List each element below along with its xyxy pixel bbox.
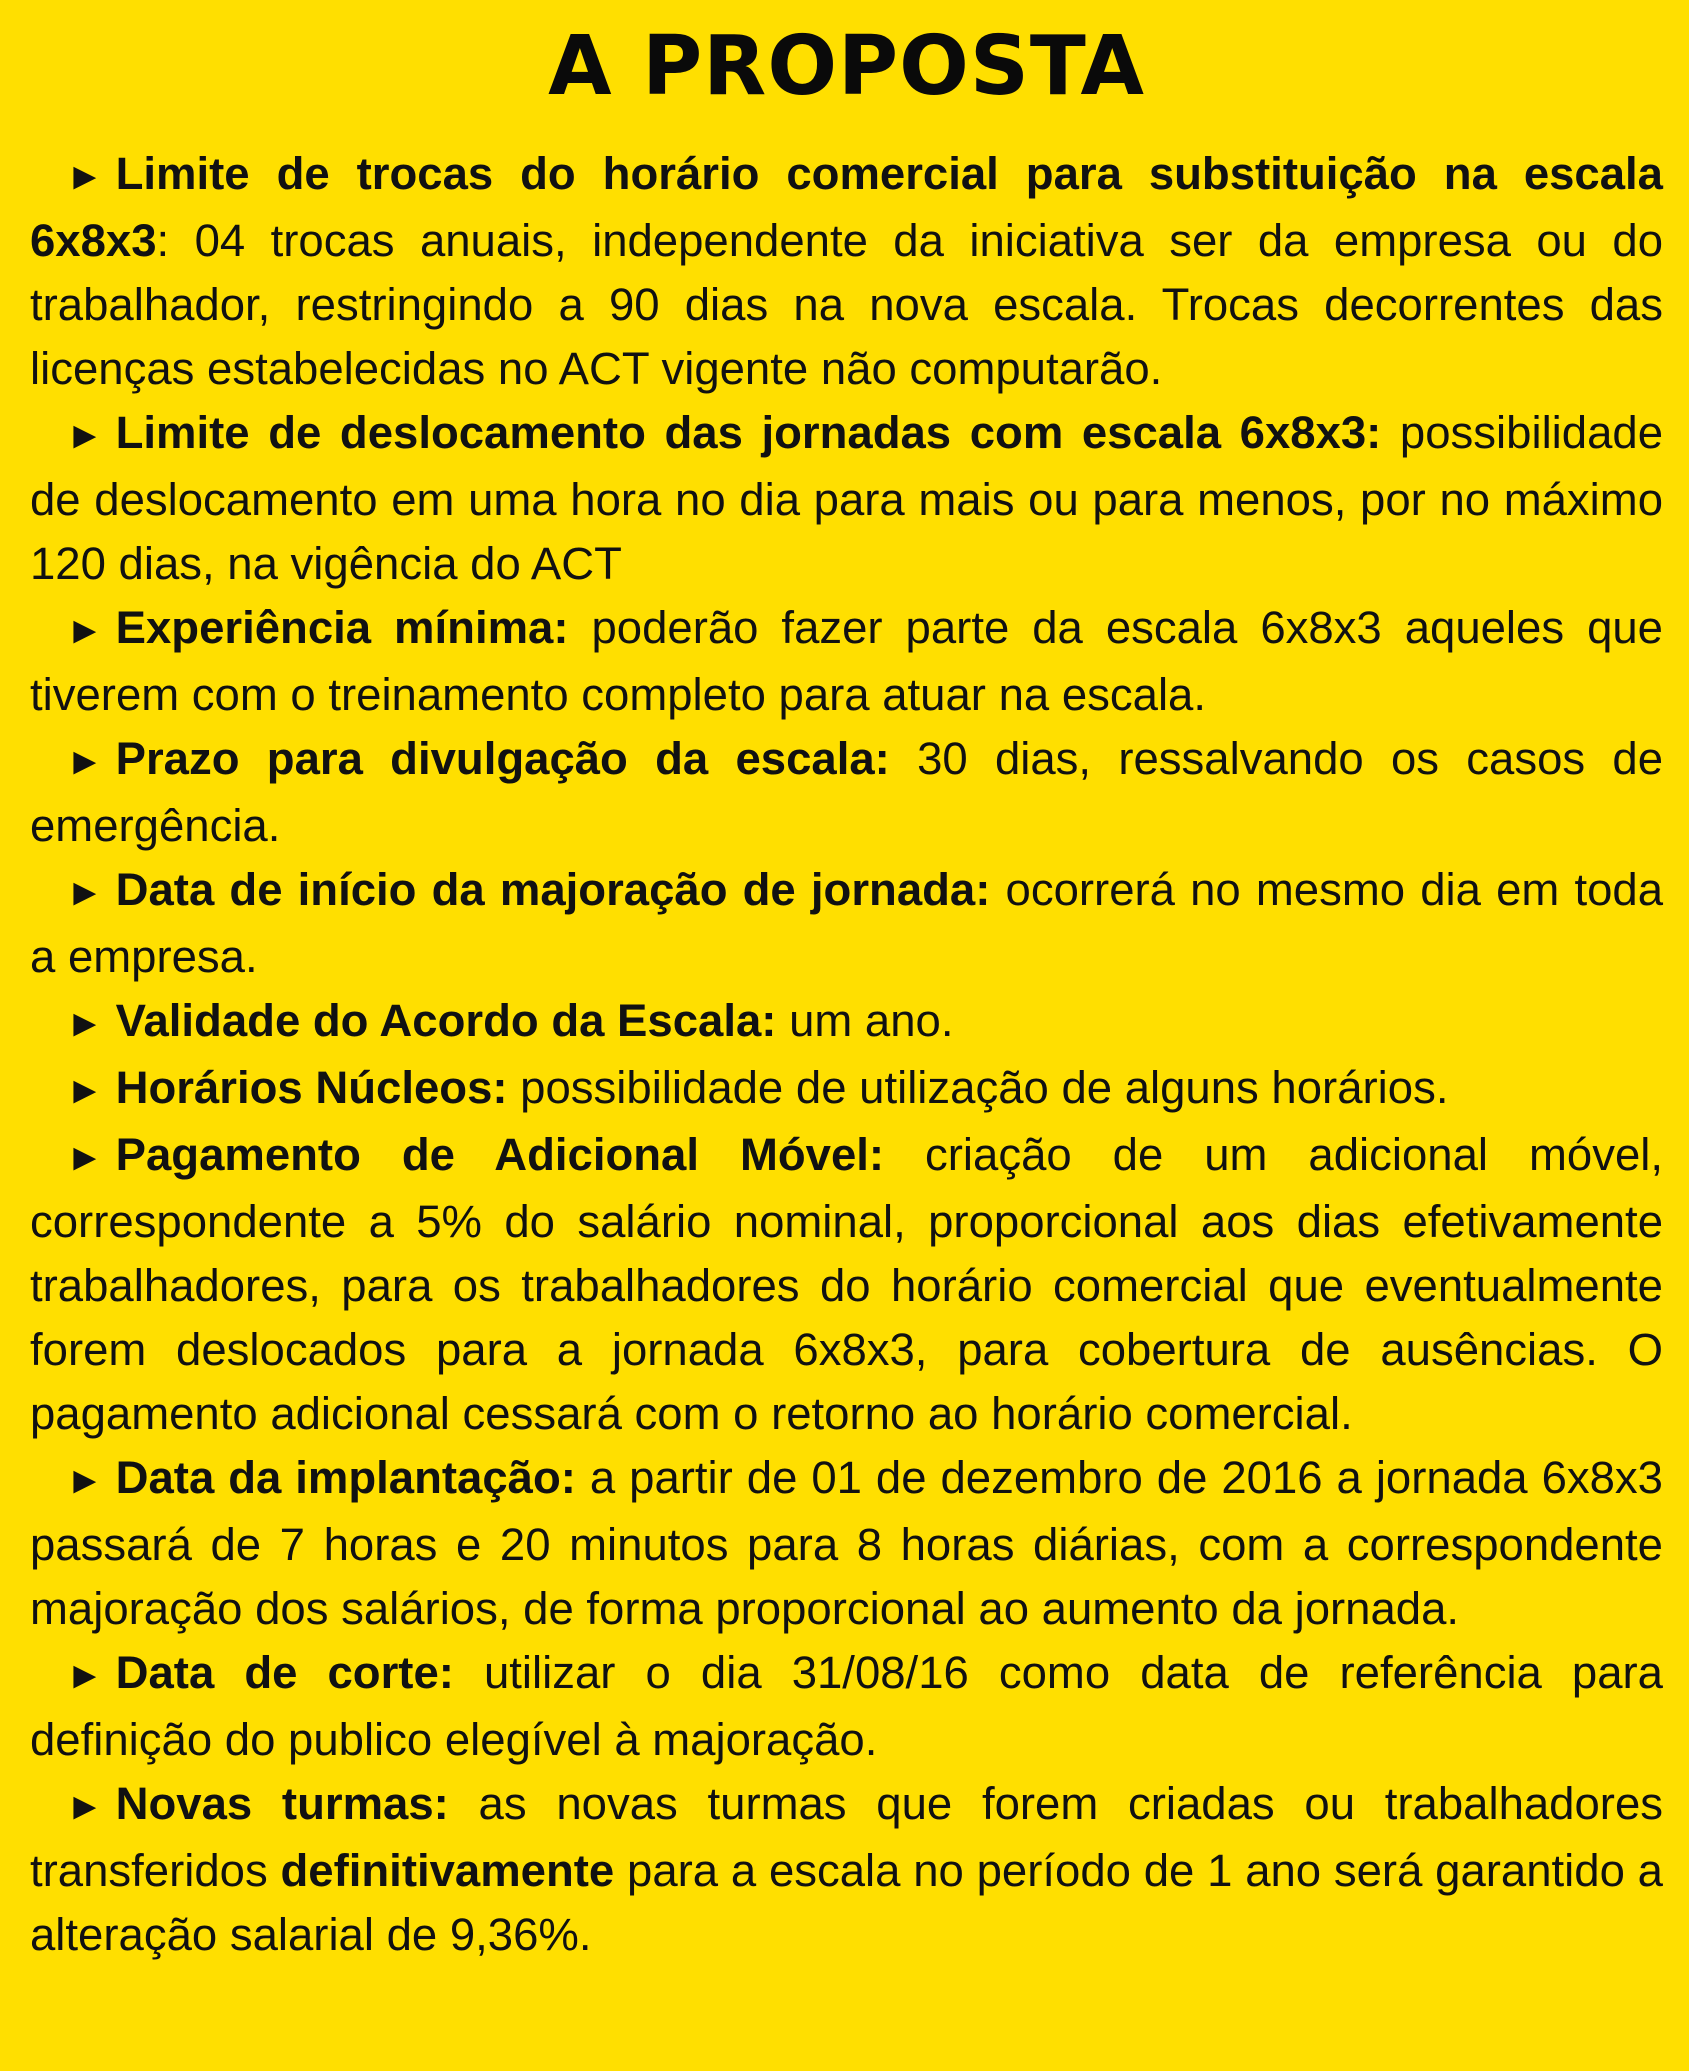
bullet-arrow-icon: ► xyxy=(66,1786,104,1828)
item-label: Data de corte: xyxy=(115,1647,454,1698)
page-title: A PROPOSTA xyxy=(548,19,1145,114)
bullet-arrow-icon: ► xyxy=(66,741,104,783)
item-text: possibilidade de deslocamento em uma hora no dia para mais ou para menos, por no máximo 120 dias, na vigência do ACT xyxy=(30,407,1663,589)
item-text: 30 dias, ressalvando os casos de emergência. xyxy=(30,733,1664,851)
proposal-item-cutoff-date xyxy=(30,1641,1663,1772)
item-text: ocorrerá no mesmo dia em toda a empresa. xyxy=(30,864,1663,982)
item-text: a partir de 01 de dezembro de 2016 a jornada 6x8x3 passará de 7 horas e 20 minutos para 8 horas diárias, com a correspondente majoração dos salários, de forma proporcional ao aumento da jornada. xyxy=(30,1452,1663,1634)
item-text: poderão fazer parte da escala 6x8x3 aqueles que tiverem com o treinamento completo para atuar na escala. xyxy=(30,602,1663,720)
proposal-item-start-date xyxy=(30,858,1663,989)
proposal-item-new-teams xyxy=(30,1772,1663,1967)
bullet-arrow-icon: ► xyxy=(66,1460,104,1502)
bullet-arrow-icon: ► xyxy=(66,415,104,457)
proposal-item-schedule-deadline xyxy=(30,727,1663,858)
bullet-arrow-icon: ► xyxy=(66,1070,104,1112)
item-text: : 04 trocas anuais, independente da iniciativa ser da empresa ou do trabalhador, restringindo a 90 dias na nova escala. Trocas decorrentes das licenças estabelecidas no ACT vigente não computarão. xyxy=(30,215,1663,394)
proposal-item-shift-displacement xyxy=(30,401,1663,596)
item-label: Novas turmas: xyxy=(115,1778,449,1829)
item-text: possibilidade de utilização de alguns horários. xyxy=(507,1062,1449,1113)
bullet-arrow-icon: ► xyxy=(66,1137,104,1179)
proposal-item-trade-limit xyxy=(30,142,1663,401)
bullet-arrow-icon: ► xyxy=(66,1655,104,1697)
item-emphasis: definitivamente xyxy=(280,1845,615,1896)
bullet-arrow-icon: ► xyxy=(66,610,104,652)
item-label: Validade do Acordo da Escala: xyxy=(115,995,777,1046)
proposal-item-core-hours xyxy=(30,1056,1663,1123)
item-label: Experiência mínima: xyxy=(115,602,569,653)
proposal-item-implementation-date xyxy=(30,1446,1663,1641)
item-text-before: as novas turmas que forem criadas ou trabalhadores transferidos xyxy=(30,1778,1663,1896)
bullet-arrow-icon: ► xyxy=(66,156,104,198)
item-label: Pagamento de Adicional Móvel: xyxy=(115,1129,885,1180)
item-label: Horários Núcleos: xyxy=(115,1062,508,1113)
item-label: Data da implantação: xyxy=(115,1452,576,1503)
item-label: Limite de trocas do horário comercial para substituição na escala 6x8x3 xyxy=(30,148,1663,266)
proposal-item-agreement-validity xyxy=(30,989,1663,1056)
bullet-arrow-icon: ► xyxy=(66,1003,104,1045)
proposal-item-mobile-allowance xyxy=(30,1123,1663,1446)
item-text-after: para a escala no período de 1 ano será garantido a alteração salarial de 9,36%. xyxy=(30,1845,1663,1960)
item-label: Data de início da majoração de jornada: xyxy=(115,864,991,915)
item-text: criação de um adicional móvel, correspondente a 5% do salário nominal, proporcional aos dias efetivamente trabalhadores, para os trabalhadores do horário comercial que eventualmente forem deslocados para a jornada 6x8x3, para cobertura de ausências. O pagamento adicional cessará com o retorno ao horário comercial. xyxy=(30,1129,1663,1439)
bullet-arrow-icon: ► xyxy=(66,872,104,914)
item-label: Prazo para divulgação da escala: xyxy=(115,733,890,784)
proposal-item-minimum-experience xyxy=(30,596,1663,727)
item-text: utilizar o dia 31/08/16 como data de referência para definição do publico elegível à majoração. xyxy=(30,1647,1663,1765)
item-label: Limite de deslocamento das jornadas com escala 6x8x3: xyxy=(115,407,1382,458)
item-text: um ano. xyxy=(776,995,954,1046)
